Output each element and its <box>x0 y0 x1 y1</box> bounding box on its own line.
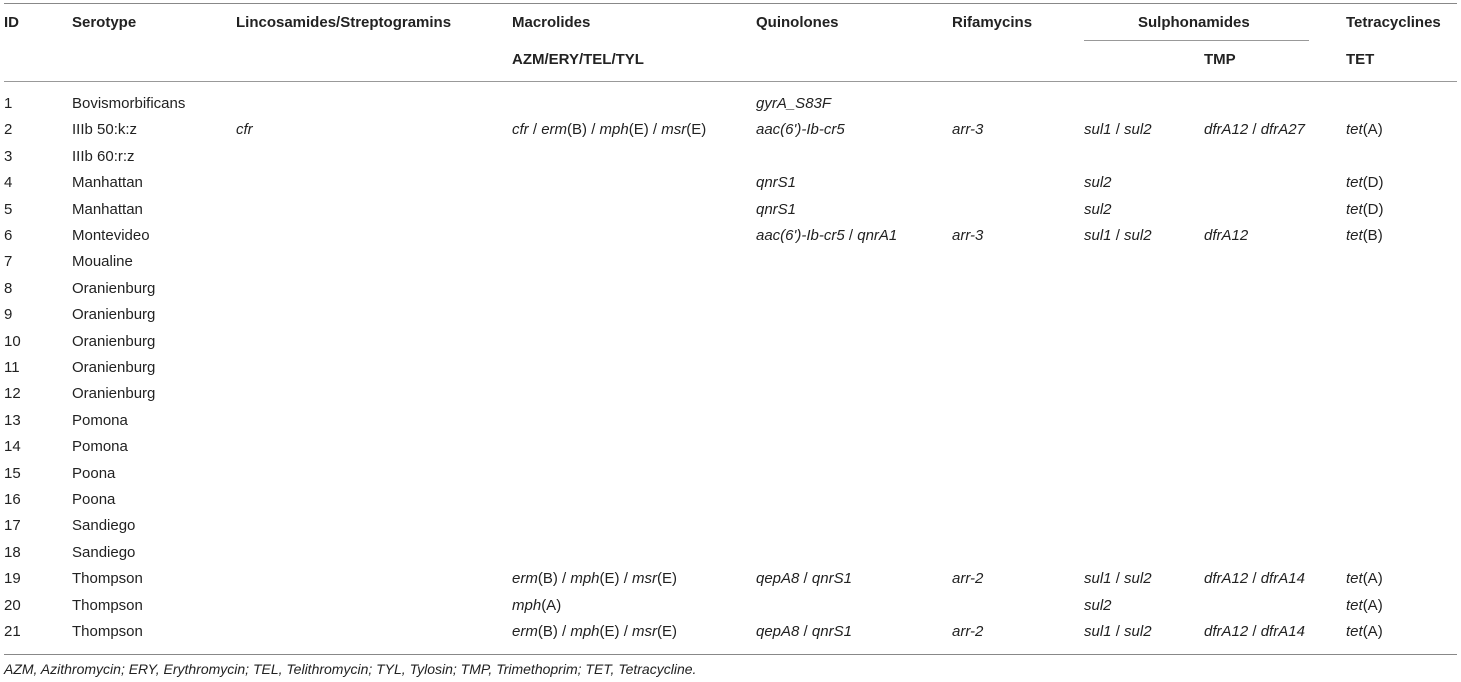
cell-id: 14 <box>4 438 21 456</box>
header-tet: TET <box>1346 51 1375 68</box>
gene-text: cfr <box>236 121 253 139</box>
header-tetracyclines: Tetracyclines <box>1346 14 1441 31</box>
cell-macrolides <box>512 623 677 641</box>
cell-serotype: Oranienburg <box>72 306 156 324</box>
gene-text: (E) / <box>628 121 662 139</box>
cell-id: 20 <box>4 596 21 614</box>
cell-serotype: IIIb 50:k:z <box>72 121 138 139</box>
gene-text: tet <box>1346 570 1363 588</box>
gene-text: (B) / <box>537 623 571 640</box>
cell-sulphonamides <box>1084 227 1152 245</box>
cell-serotype: Oranienburg <box>72 359 156 376</box>
cell-serotype: Sandiego <box>72 543 136 561</box>
gene-text: tet <box>1346 121 1363 139</box>
gene-text: sul1 <box>1084 227 1112 244</box>
gene-text: (E) / <box>599 570 633 588</box>
cell-id: 15 <box>4 464 21 482</box>
gene-text: sul2 <box>1124 623 1152 640</box>
cell-quinolones <box>756 570 852 588</box>
gene-text: dfrA12 <box>1204 227 1249 244</box>
cell-sulphonamides <box>1084 121 1152 139</box>
cell-serotype: Poona <box>72 464 116 482</box>
header-lincosamides: Lincosamides/Streptogramins <box>236 14 452 31</box>
cell-serotype: IIIb 60:r:z <box>72 147 135 165</box>
cell-sulphonamides <box>1084 201 1112 219</box>
gene-text: (A) <box>1362 596 1383 614</box>
header-sulphonamides: Sulphonamides <box>1138 14 1250 31</box>
cell-serotype: Thompson <box>72 623 143 640</box>
gene-text: qepA8 <box>756 570 800 588</box>
gene-text: cfr <box>512 121 529 139</box>
cell-id: 11 <box>4 359 20 376</box>
gene-text: dfrA14 <box>1260 570 1305 588</box>
cell-tetracyclines <box>1346 174 1384 192</box>
cell-id: 6 <box>4 227 13 244</box>
header-macrolides-sub: AZM/ERY/TEL/TYL <box>512 51 644 68</box>
gene-text: mph <box>599 121 629 139</box>
gene-text: msr <box>661 121 687 139</box>
cell-tetracyclines <box>1346 227 1383 245</box>
gene-text: (B) <box>1362 227 1383 244</box>
cell-serotype: Moualine <box>72 253 133 271</box>
gene-text: erm <box>512 623 538 640</box>
cell-id: 12 <box>4 385 21 403</box>
gene-text: qepA8 <box>756 623 800 640</box>
gene-text: tet <box>1346 596 1363 614</box>
cell-quinolones <box>756 121 845 139</box>
cell-tmp <box>1204 623 1305 641</box>
cell-rifamycins <box>952 623 983 641</box>
gene-text: mph <box>570 623 600 640</box>
cell-serotype: Manhattan <box>72 200 143 218</box>
header-rifamycins: Rifamycins <box>952 14 1033 31</box>
gene-text: sul2 <box>1124 227 1152 244</box>
cell-id: 8 <box>4 279 13 297</box>
gene-text: / <box>1111 623 1125 640</box>
cell-id: 10 <box>4 332 21 350</box>
gene-text: / <box>1248 121 1261 139</box>
cell-serotype: Bovismorbificans <box>72 95 186 112</box>
cell-tetracyclines <box>1346 121 1383 139</box>
cell-id: 7 <box>4 253 13 271</box>
gene-text: dfrA12 <box>1204 570 1249 588</box>
cell-sulphonamides <box>1084 570 1152 588</box>
cell-serotype: Manhattan <box>72 174 143 192</box>
table-bottom-rule <box>4 654 1457 655</box>
cell-tmp <box>1204 570 1305 588</box>
cell-quinolones <box>756 227 897 245</box>
cell-id: 17 <box>4 517 21 535</box>
gene-text: sul1 <box>1084 121 1112 139</box>
cell-serotype: Oranienburg <box>72 279 156 297</box>
gene-text: / <box>844 227 858 244</box>
gene-text: qnrA1 <box>857 227 898 244</box>
gene-text: (D) <box>1362 174 1384 192</box>
cell-serotype: Thompson <box>72 596 143 614</box>
gene-text: sul2 <box>1084 596 1112 614</box>
gene-text: msr <box>632 623 658 640</box>
cell-rifamycins <box>952 570 983 588</box>
cell-tetracyclines <box>1346 201 1384 219</box>
cell-id: 18 <box>4 543 21 561</box>
cell-macrolides <box>512 597 561 615</box>
cell-sulphonamides <box>1084 174 1112 192</box>
gene-text: / <box>528 121 542 139</box>
cell-serotype: Poona <box>72 491 116 508</box>
gene-text: gyrA_S83F <box>756 95 832 112</box>
sulphonamides-span-rule <box>1084 40 1309 41</box>
table-top-rule <box>4 3 1457 4</box>
gene-text: qnrS1 <box>756 200 797 218</box>
cell-id: 2 <box>4 121 13 139</box>
gene-text: dfrA12 <box>1204 121 1249 139</box>
cell-quinolones <box>756 95 831 113</box>
cell-serotype: Thompson <box>72 570 143 588</box>
cell-tetracyclines <box>1346 570 1383 588</box>
cell-serotype: Pomona <box>72 438 128 456</box>
gene-text: erm <box>541 121 568 139</box>
cell-id: 5 <box>4 200 13 218</box>
gene-text: / <box>1248 570 1261 588</box>
gene-text: / <box>799 570 812 588</box>
gene-text: tet <box>1346 623 1363 640</box>
gene-text: sul1 <box>1084 570 1112 588</box>
gene-text: arr-2 <box>952 623 984 640</box>
gene-text: sul2 <box>1124 570 1152 588</box>
cell-macrolides <box>512 570 677 588</box>
gene-text: dfrA12 <box>1204 623 1249 640</box>
cell-quinolones <box>756 201 796 219</box>
header-id: ID <box>4 14 19 31</box>
cell-sulphonamides <box>1084 597 1112 615</box>
cell-id: 13 <box>4 411 21 429</box>
cell-lincosamides <box>236 121 253 139</box>
cell-id: 16 <box>4 491 21 508</box>
gene-text: / <box>1248 623 1261 640</box>
gene-text: tet <box>1346 174 1363 192</box>
cell-id: 4 <box>4 174 13 192</box>
cell-serotype: Sandiego <box>72 517 136 535</box>
cell-id: 3 <box>4 147 13 165</box>
gene-text: mph <box>570 570 600 588</box>
gene-text: (A) <box>1362 623 1383 640</box>
cell-id: 9 <box>4 306 13 324</box>
gene-text: dfrA27 <box>1260 121 1305 139</box>
gene-text: aac(6')-Ib-cr5 <box>756 121 845 139</box>
cell-quinolones <box>756 174 796 192</box>
cell-tetracyclines <box>1346 597 1383 615</box>
gene-text: qnrS1 <box>756 174 797 192</box>
cell-serotype: Pomona <box>72 411 128 429</box>
cell-id: 21 <box>4 623 21 640</box>
header-macrolides: Macrolides <box>512 14 591 31</box>
gene-text: mph <box>512 596 542 614</box>
gene-text: msr <box>632 570 658 588</box>
cell-tmp <box>1204 121 1305 139</box>
gene-text: sul2 <box>1084 200 1112 218</box>
cell-quinolones <box>756 623 852 641</box>
gene-text: qnrS1 <box>811 623 852 640</box>
cell-id: 1 <box>4 95 13 112</box>
gene-text: arr-3 <box>952 227 984 244</box>
gene-text: (D) <box>1362 200 1384 218</box>
gene-text: (A) <box>541 596 562 614</box>
gene-text: sul2 <box>1124 121 1152 139</box>
cell-serotype: Montevideo <box>72 227 150 244</box>
gene-text: arr-3 <box>952 121 984 139</box>
gene-text: / <box>1111 227 1125 244</box>
cell-serotype: Oranienburg <box>72 385 156 403</box>
gene-text: / <box>799 623 812 640</box>
gene-text: / <box>1111 570 1125 588</box>
cell-tetracyclines <box>1346 623 1383 641</box>
gene-text: aac(6')-Ib-cr5 <box>756 227 845 244</box>
cell-tmp <box>1204 227 1248 245</box>
header-tmp: TMP <box>1204 51 1236 68</box>
gene-text: (E) <box>686 121 707 139</box>
header-quinolones: Quinolones <box>756 14 839 31</box>
cell-sulphonamides <box>1084 623 1152 641</box>
gene-text: sul2 <box>1084 174 1112 192</box>
gene-text: (E) <box>657 570 678 588</box>
gene-text: (B) / <box>537 570 571 588</box>
table-footnote: AZM, Azithromycin; ERY, Erythromycin; TEL, Telithromycin; TYL, Tylosin; TMP, Trimethoprim; TET, Tetracycline. <box>4 661 697 677</box>
gene-text: tet <box>1346 227 1363 244</box>
gene-text: (E) <box>657 623 678 640</box>
gene-text: erm <box>512 570 538 588</box>
gene-text: (A) <box>1362 570 1383 588</box>
gene-text: (E) / <box>599 623 633 640</box>
gene-text: dfrA14 <box>1260 623 1305 640</box>
gene-text: arr-2 <box>952 570 984 588</box>
cell-rifamycins <box>952 121 983 139</box>
gene-text: (B) / <box>567 121 600 139</box>
gene-text: tet <box>1346 200 1363 218</box>
gene-text: / <box>1111 121 1125 139</box>
cell-rifamycins <box>952 227 983 245</box>
gene-text: qnrS1 <box>811 570 852 588</box>
header-serotype: Serotype <box>72 14 137 31</box>
gene-text: sul1 <box>1084 623 1112 640</box>
header-bottom-rule <box>4 81 1457 82</box>
gene-text: (A) <box>1362 121 1383 139</box>
cell-macrolides <box>512 121 706 139</box>
cell-id: 19 <box>4 570 21 588</box>
cell-serotype: Oranienburg <box>72 332 156 350</box>
